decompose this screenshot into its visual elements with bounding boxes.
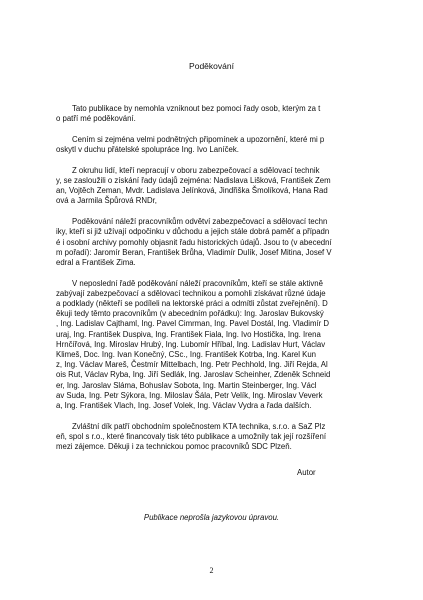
paragraph-line: Tato publikace by nemohla vzniknout bez pomoci řady osob, kterým za t (72, 104, 321, 113)
page-number: 2 (209, 566, 214, 575)
paragraph-line: , Ing. Ladislav Cajthaml, Ing. Pavel Cimrman, Ing. Pavel Dostál, Ing. Vladimír D (56, 319, 330, 329)
paragraph-line: ěkuji tedy těmto pracovníkům (v abecedním pořádku): Ing. Jaroslav Bukovský (56, 309, 324, 319)
paragraph-line: ová a Jarmila Špůrová RNDr, (56, 196, 157, 206)
paragraph-line: iky, kteří si již užívají odpočinku v důchodu a jejich stále dobrá paměť a případn (56, 227, 330, 237)
document-body (56, 104, 346, 463)
paragraph-line: av Suda, Ing. Petr Sýkora, Ing. Miloslav Šála, Petr Velík, Ing. Miroslav Veverk (56, 390, 323, 400)
paragraph-thanks-intro (56, 104, 346, 124)
paragraph-outside-contributors (56, 166, 346, 207)
paragraph-line: er, Ing. Jaroslav Sláma, Bohuslav Sobota, Ing. Martin Steinberger, Ing. Václ (56, 380, 317, 390)
paragraph-reviewer (56, 135, 346, 155)
author-signature: Autor (297, 468, 316, 477)
paragraph-line: oskytl v duchu přátelské spolupráce Ing. Ivo Laníček. (56, 145, 239, 155)
paragraph-line: an, Vojtěch Zeman, Mvdr. Ladislava Jelínková, Jindřiška Šmolíková, Hana Rad (56, 186, 328, 196)
paragraph-line: z, Ing. Václav Mareš, Čestmír Mittelbach, Ing. Petr Pechhold, Ing. Jiří Rejda, Al (56, 360, 328, 370)
paragraph-line: é i osobní archivy pomohly objasnit řadu historických údajů. Jsou to (v abecední (56, 237, 332, 247)
paragraph-retired-workers (56, 217, 346, 268)
paragraph-line: Hrnčířová, Ing. Miroslav Hrubý, Ing. Lubomír Hříbal, Ing. Ladislav Hurt, Václav (56, 339, 326, 349)
paragraph-active-workers (56, 279, 346, 412)
paragraph-line: m pořadí): Jaromír Beran, František Brůha, Vladimír Dulík, Josef Mitina, Josef V (56, 247, 332, 257)
paragraph-sponsors (56, 422, 346, 453)
document-title: Poděkování (189, 61, 234, 71)
paragraph-line: Cením si zejména velmi podnětných připomínek a upozornění, které mi p (72, 134, 325, 144)
paragraph-line: o patří mé poděkování. (56, 114, 136, 124)
paragraph-line: V neposlední řadě poděkování náleží pracovníkům, kteří se stále aktivně (72, 278, 323, 288)
paragraph-line: Poděkování náleží pracovníkům odvětví zabezpečovací a sdělovací techn (72, 217, 328, 227)
paragraph-line: mezi zájemce. Děkuji i za technickou pomoc pracovníků SDC Plzeň. (56, 442, 292, 452)
editorial-note: Publikace neprošla jazykovou úpravou. (143, 513, 280, 522)
paragraph-line: ois Rut, Václav Ryba, Ing. Jiří Sedlák, Ing. Jaroslav Scheinher, Zdeněk Schneid (56, 370, 331, 380)
paragraph-line: eň, spol s r.o., které financovaly tisk této publikace a umožnily tak její rozšíření (56, 431, 326, 441)
paragraph-line: a podklady (někteří se podíleli na lektorské práci a odmítli zůstat zveřejněni). D (56, 299, 328, 309)
paragraph-line: Z okruhu lidí, kteří nepracují v oboru zabezpečovací a sdělovací technik (72, 165, 320, 175)
paragraph-line: a, Ing. František Vlach, Ing. Josef Volek, Ing. Václav Vydra a řada dalších. (56, 401, 312, 411)
paragraph-line: Klimeš, Doc. Ing. Ivan Konečný, CSc., Ing. František Kotrba, Ing. Karel Kun (56, 350, 317, 360)
paragraph-line: edral a František Zima. (56, 257, 136, 267)
paragraph-line: uraj, Ing. František Duspiva, Ing. František Fiala, Ing. Ivo Hostička, Ing. Irena (56, 329, 321, 339)
paragraph-line: y, se zasloužili o získání řady údajů zejména: Nadislava Lišková, František Zem (56, 176, 331, 186)
paragraph-line: Zvláštní dík patří obchodním společnostem KTA technika, s.r.o. a SaZ Plz (72, 421, 326, 431)
paragraph-line: zabývají zabezpečovací a sdělovací technikou a pomohli získávat různé údaje (56, 288, 326, 298)
